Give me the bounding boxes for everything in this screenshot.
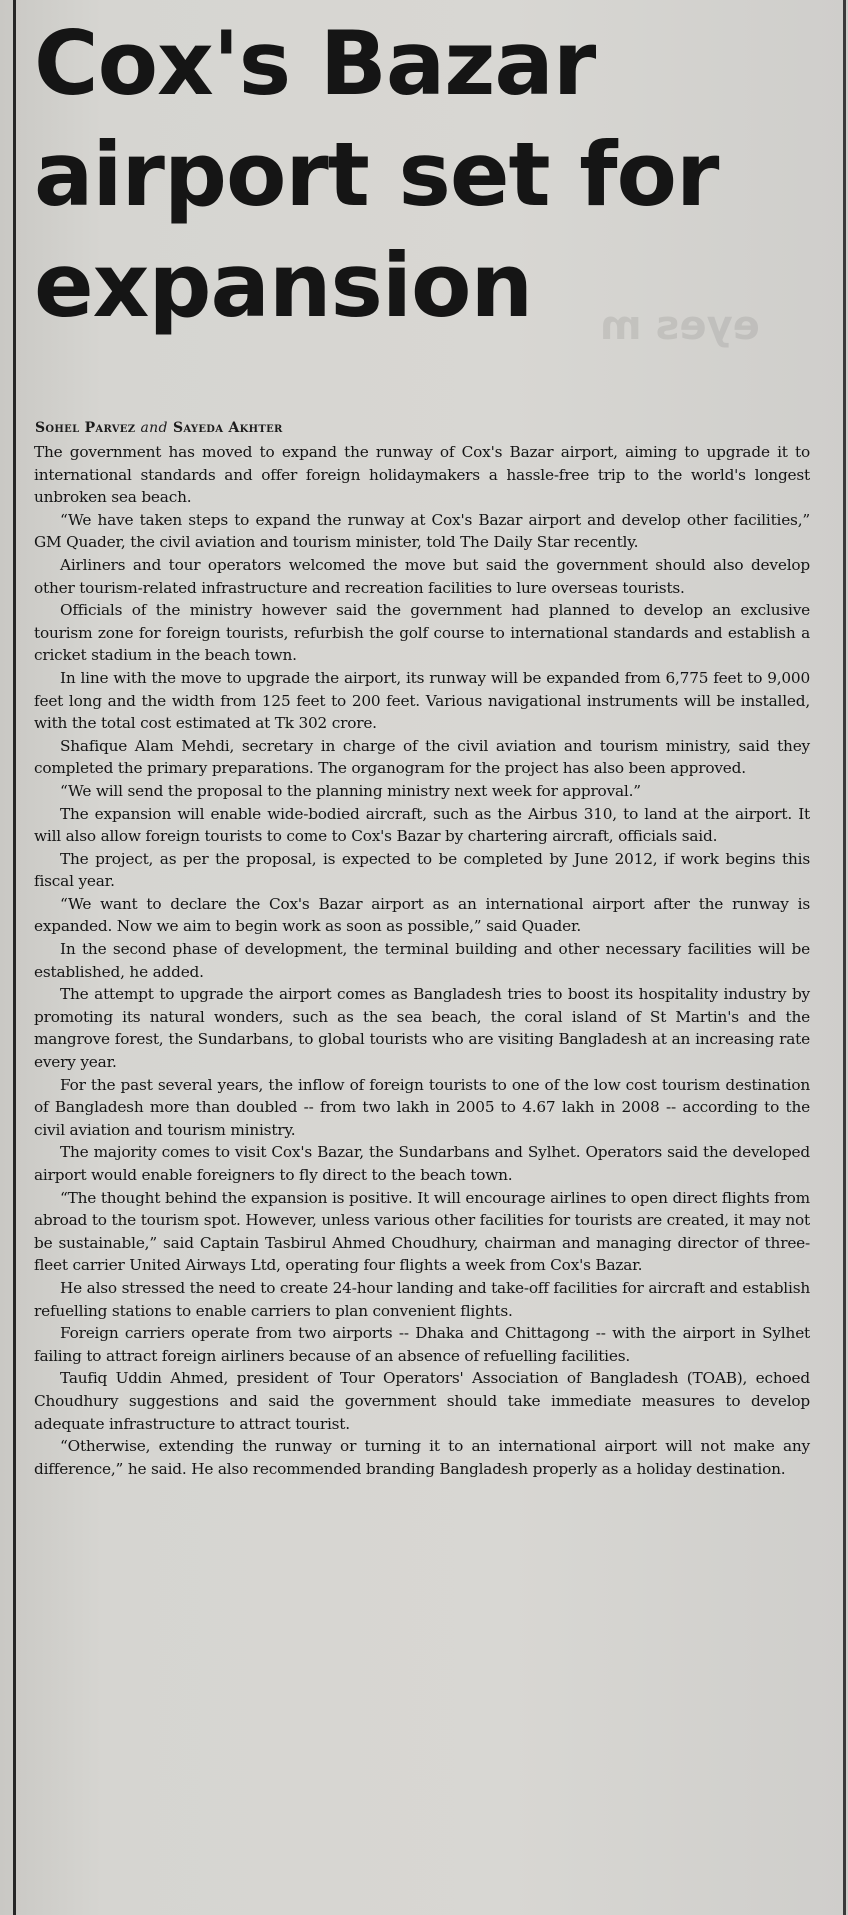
byline-author-2: Sayeda Akhter: [172, 420, 283, 436]
paragraph: The attempt to upgrade the airport comes as Bangladesh tries to boost its hospitality industry by promoting its natural wonders, such as the sea beach, the coral island of St Martin's and the mangrove forest, the Sundarbans, to global tourists who are visiting Bangladesh at an increasing rate every year.: [34, 985, 810, 1072]
article-body: [34, 441, 810, 1480]
byline-conjunction: and: [140, 420, 168, 436]
byline-author-1: Sohel Parvez: [35, 420, 136, 436]
paragraph: In line with the move to upgrade the airport, its runway will be expanded from 6,775 feet to 9,000 feet long and the width from 125 feet to 200 feet. Various navigational instruments will be installed, with the total cost estimated at Tk 302 crore.: [34, 668, 810, 733]
paragraph: “We have taken steps to expand the runway at Cox's Bazar airport and develop other facilities,” GM Quader, the civil aviation and tourism minister, told The Daily Star recently.: [34, 510, 810, 552]
paragraph: The expansion will enable wide-bodied aircraft, such as the Airbus 310, to land at the airport. It will also allow foreign tourists to come to Cox's Bazar by chartering aircraft, officials said.: [34, 804, 810, 846]
paragraph: The project, as per the proposal, is expected to be completed by June 2012, if work begins this fiscal year.: [34, 849, 810, 891]
paragraph: Shafique Alam Mehdi, secretary in charge of the civil aviation and tourism ministry, said they completed the primary preparations. The organogram for the project has also been approved.: [34, 736, 810, 778]
paragraph: Foreign carriers operate from two airports -- Dhaka and Chittagong -- with the airport in Sylhet failing to attract foreign airliners because of an absence of refuelling facilities.: [34, 1324, 810, 1365]
paragraph: Taufiq Uddin Ahmed, president of Tour Operators' Association of Bangladesh (TOAB), echoed Choudhury suggestions and said the government should take immediate measures to develop adequate infrastructure to attract tourist.: [34, 1369, 810, 1433]
byline: [35, 420, 283, 436]
paragraph: “We want to declare the Cox's Bazar airport as an international airport after the runway is expanded. Now we aim to begin work as soon as possible,” said Quader.: [34, 894, 810, 936]
paragraph: Airliners and tour operators welcomed the move but said the government should also develop other tourism-related infrastructure and recreation facilities to lure overseas tourists.: [34, 555, 810, 597]
column-rule-left: [13, 0, 16, 1915]
paragraph: “The thought behind the expansion is positive. It will encourage airlines to open direct flights from abroad to the tourism spot. However, unless various other facilities for tourists are created, it may not be sustainable,” said Captain Tasbirul Ahmed Choudhury, chairman and managing director of three-fleet carrier United Airways Ltd, operating four flights a week from Cox's Bazar.: [34, 1188, 810, 1275]
paragraph: “We will send the proposal to the planning ministry next week for approval.”: [60, 781, 641, 800]
paragraph: He also stressed the need to create 24-hour landing and take-off facilities for aircraft and establish refuelling stations to enable carriers to plan convenient flights.: [34, 1278, 810, 1320]
paragraph: “Otherwise, extending the runway or turning it to an international airport will not make any difference,” he said. He also recommended branding Bangladesh properly as a holiday destination.: [34, 1437, 810, 1478]
paragraph: Officials of the ministry however said the government had planned to develop an exclusive tourism zone for foreign tourists, refurbish the golf course to international standards and establish a cricket stadium in the beach town.: [34, 601, 810, 665]
paragraph: For the past several years, the inflow of foreign tourists to one of the low cost tourism destination of Bangladesh more than doubled -- from two lakh in 2005 to 4.67 lakh in 2008 -- according to the civil aviation and tourism ministry.: [34, 1075, 810, 1139]
paragraph: The government has moved to expand the runway of Cox's Bazar airport, aiming to upgrade it to international standards and offer foreign holidaymakers a hassle-free trip to the world's longest unbroken sea beach.: [34, 443, 810, 507]
column-rule-right: [843, 0, 846, 1915]
show-through-text: eyes m: [600, 303, 760, 349]
paragraph: In the second phase of development, the terminal building and other necessary facilities will be established, he added.: [34, 940, 810, 981]
paragraph: The majority comes to visit Cox's Bazar, the Sundarbans and Sylhet. Operators said the developed airport would enable foreigners to fly direct to the beach town.: [34, 1143, 810, 1184]
headline: Cox's Bazar airport set for expansion: [34, 12, 719, 337]
